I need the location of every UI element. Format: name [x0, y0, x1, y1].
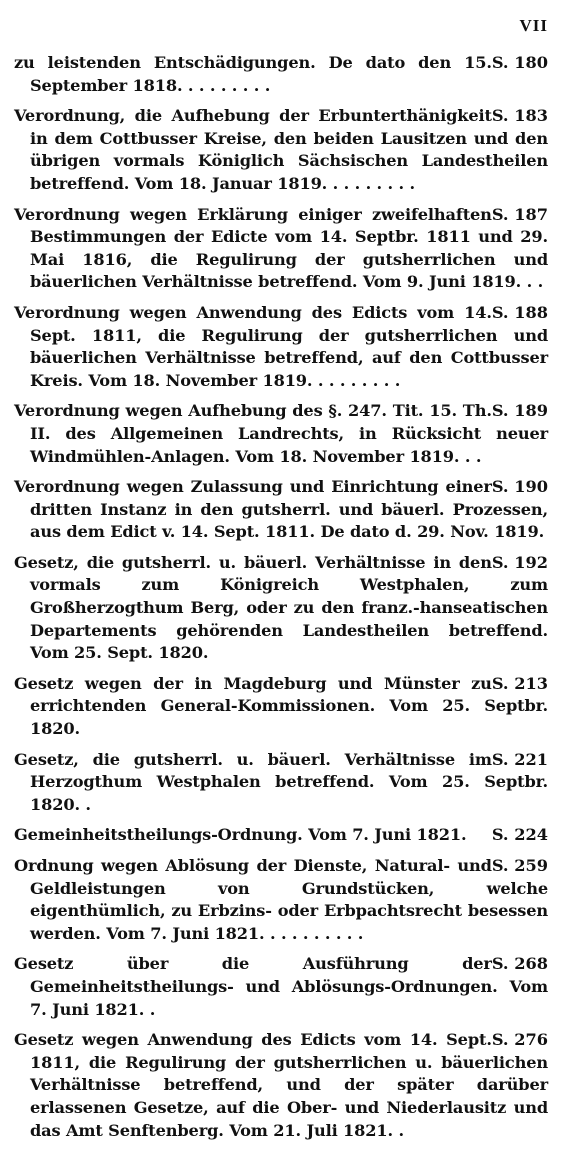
toc-entry [14, 476, 548, 544]
page-ref: S. 188 [491, 302, 548, 322]
toc-entry [14, 302, 548, 392]
toc-entries [14, 52, 548, 1150]
entry-text: Gesetz wegen der in Magdeburg und Münster zu errichtenden General-Kommissionen. Vom 25. Septbr. 1820. [14, 673, 548, 739]
toc-entry [14, 855, 548, 945]
toc-entry [14, 953, 548, 1021]
entry-text: Gesetz über die Ausführung der Gemeinheitstheilungs- und Ablösungs-Ordnungen. Vom 7. Juni 1821. . [14, 954, 548, 1019]
toc-entry [14, 673, 548, 741]
entry-text: Verordnung, die Aufhebung der Erbunterthänigkeit in dem Cottbusser Kreise, den beiden Lausitzen und den übrigen vormals Königlich Sächsischen Landestheilen betreffend. Vom 18. Januar 1819. . . . . . . . . [14, 106, 548, 193]
page-ref: S. 189 [491, 401, 548, 421]
toc-entry [14, 52, 548, 97]
page-ref: S. 187 [491, 204, 548, 224]
entry-text: zu leistenden Entschädigungen. De dato den 15. September 1818. . . . . . . . . [14, 53, 492, 95]
page-ref: S. 268 [491, 954, 548, 974]
page-ref: S. 221 [491, 749, 548, 769]
toc-entry [14, 1029, 548, 1142]
toc-entry [14, 105, 548, 195]
page-number: VII [519, 16, 548, 35]
page-ref: S. 213 [491, 673, 548, 693]
page-ref: S. 190 [491, 477, 548, 497]
toc-entry [14, 204, 548, 294]
entry-text: Verordnung wegen Anwendung des Edicts vom 14. Sept. 1811, die Regulirung der gutsherrlichen und bäuerlichen Verhältnisse betreffend, auf den Cottbusser Kreis. Vom 18. November 1819. . . . . . . . . [14, 302, 548, 390]
entry-text: Verordnung wegen Erklärung einiger zweifelhaften Bestimmungen der Edicte vom 14. Septbr. 1811 und 29. Mai 1816, die Regulirung der gutsherrlichen und bäuerlichen Verhältnisse betreffend. Vom 9. Juni 1819. . . [14, 204, 548, 292]
page-ref: S. 276 [491, 1030, 548, 1050]
entry-text: Gesetz, die gutsherrl. u. bäuerl. Verhältnisse in den vormals zum Königreich Westphalen, zum Großherzogthum Berg, oder zu den franz.-hanseatischen Departements gehörenden Landestheilen betreffend. Vom 25. Sept. 1820. [14, 552, 548, 663]
page-ref: S. 180 [491, 53, 548, 72]
entry-text: Gemeinheitstheilungs-Ordnung. Vom 7. Juni 1821. [14, 825, 467, 845]
entry-text: Gesetz wegen Anwendung des Edicts vom 14. Sept. 1811, die Regulirung der gutsherrlichen u. bäuerlichen Verhältnisse betreffend, und der später darüber erlassenen Gesetze, auf die Ober- und Niederlausitz und das Amt Senftenberg. Vom 21. Juli 1821. . [14, 1030, 548, 1140]
toc-entry [14, 749, 548, 817]
page-ref: S. 192 [491, 552, 548, 572]
toc-entry [14, 824, 548, 847]
toc-entry [14, 552, 548, 665]
entry-text: Verordnung wegen Zulassung und Einrichtung einer dritten Instanz in den gutsherrl. und bäuerl. Prozessen, aus dem Edict v. 14. Sept. 1811. De dato d. 29. Nov. 1819. [14, 477, 548, 542]
entry-text: Verordnung wegen Aufhebung des §. 247. Tit. 15. Th. II. des Allgemeinen Landrechts, in Rücksicht neuer Windmühlen-Anlagen. Vom 18. November 1819. . . [14, 401, 548, 466]
entry-text: Ordnung wegen Ablösung der Dienste, Natural- und Geldleistungen von Grundstücken, welche eigenthümlich, zu Erbzins- oder Erbpachtsrecht besessen werden. Vom 7. Juni 1821. . . . . . . . . . [14, 856, 548, 943]
page-ref: S. 183 [491, 106, 548, 126]
page-ref: S. 224 [491, 825, 548, 845]
toc-entry [14, 400, 548, 468]
page-ref: S. 259 [491, 856, 548, 875]
entry-text: Gesetz, die gutsherrl. u. bäuerl. Verhältnisse im Herzogthum Westphalen betreffend. Vom 25. Septbr. 1820. . [14, 749, 548, 814]
